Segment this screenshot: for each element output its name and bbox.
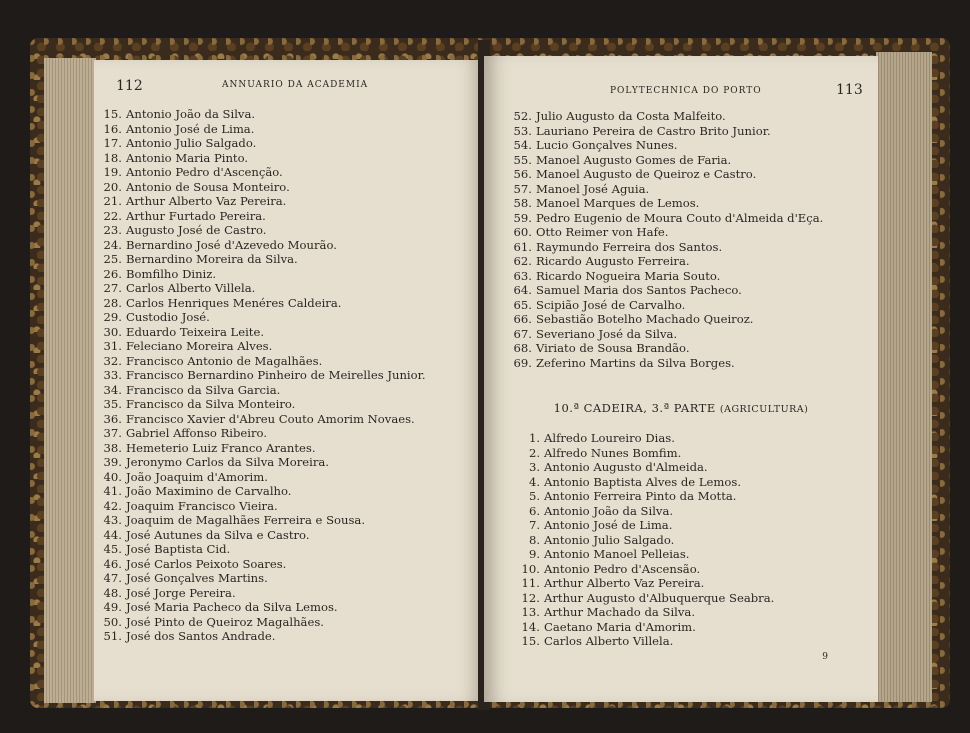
list-item — [504, 182, 823, 197]
entry-name: Antonio João da Silva. — [544, 503, 674, 518]
entry-number: 24. — [103, 237, 122, 252]
entry-name: Joaquim de Magalhães Ferreira e Sousa. — [126, 513, 366, 527]
entry-number: 65. — [513, 297, 532, 312]
left-page — [94, 60, 484, 701]
name-list — [94, 107, 426, 644]
list-item — [504, 211, 823, 226]
entry-number: 59. — [513, 210, 532, 225]
entry-number: 40. — [103, 469, 122, 484]
list-item — [94, 238, 426, 253]
list-item — [504, 109, 823, 124]
list-item — [94, 252, 426, 267]
entry-name: Alfredo Nunes Bomfim. — [544, 445, 682, 460]
entry-name: Arthur Furtado Pereira. — [126, 208, 266, 223]
entry-number: 37. — [103, 426, 122, 440]
list-item — [94, 107, 426, 122]
entry-number: 11. — [521, 576, 540, 590]
entry-name: Joaquim Francisco Vieira. — [126, 498, 278, 513]
entry-number: 19. — [103, 165, 122, 179]
list-item — [94, 209, 426, 224]
entry-name: Antonio Julio Salgado. — [544, 532, 675, 547]
list-item — [94, 470, 426, 485]
entry-number: 52. — [513, 109, 532, 123]
entry-name: Bernardino Moreira da Silva. — [126, 252, 298, 266]
list-item — [504, 341, 823, 356]
entry-number: 29. — [103, 310, 122, 324]
list-item — [94, 441, 426, 456]
entry-name: Samuel Maria dos Santos Pacheco. — [536, 283, 742, 297]
entry-name: Augusto José de Castro. — [126, 223, 267, 237]
entry-name: Sebastião Botelho Machado Queiroz. — [536, 312, 754, 326]
list-item — [512, 562, 774, 577]
entry-number: 21. — [103, 194, 122, 208]
entry-number: 22. — [103, 208, 122, 223]
list-item — [504, 327, 823, 342]
list-item — [94, 136, 426, 151]
entry-number: 34. — [103, 382, 122, 397]
entry-name: Antonio José de Lima. — [126, 121, 255, 136]
entry-name: Arthur Alberto Vaz Pereira. — [126, 194, 287, 208]
list-item — [94, 629, 426, 644]
entry-name: Antonio Maria Pinto. — [126, 150, 249, 165]
entry-number: 17. — [103, 136, 122, 150]
entry-name: Eduardo Teixeira Leite. — [126, 324, 265, 339]
entry-number: 31. — [103, 339, 122, 353]
list-item — [94, 513, 426, 528]
entry-name: Antonio Baptista Alves de Lemos. — [544, 474, 742, 489]
list-item — [504, 356, 823, 371]
list-item — [94, 368, 426, 383]
entry-name: Pedro Eugenio de Moura Couto d'Almeida d'Eça. — [536, 210, 824, 225]
entry-number: 15. — [521, 634, 540, 648]
entry-name: Gabriel Affonso Ribeiro. — [126, 426, 267, 440]
entry-name: Caetano Maria d'Amorim. — [544, 619, 696, 634]
entry-name: Scipião José de Carvalho. — [536, 297, 686, 312]
entry-name: Feleciano Moreira Alves. — [126, 339, 273, 353]
list-item — [512, 533, 774, 548]
list-item — [94, 325, 426, 340]
entry-number: 55. — [513, 152, 532, 167]
list-item — [94, 586, 426, 601]
entry-name: Francisco da Silva Garcia. — [126, 382, 281, 397]
entry-number: 9. — [528, 547, 540, 561]
list-item — [504, 196, 823, 211]
entry-name: Francisco da Silva Monteiro. — [126, 397, 296, 411]
entry-name: Antonio de Sousa Monteiro. — [126, 179, 290, 194]
list-item — [504, 298, 823, 313]
list-item — [512, 475, 774, 490]
section-heading — [484, 401, 878, 415]
entry-name: José Maria Pacheco da Silva Lemos. — [126, 600, 338, 614]
list-item — [504, 240, 823, 255]
section-subtitle: (AGRICULTURA) — [719, 404, 809, 415]
list-item — [94, 615, 426, 630]
entry-name: João Joaquim d'Amorim. — [126, 469, 268, 484]
entry-number: 51. — [103, 629, 122, 643]
entry-name: Raymundo Ferreira dos Santos. — [536, 239, 723, 254]
entry-name: Manoel Augusto de Queiroz e Castro. — [536, 167, 757, 181]
list-item — [94, 339, 426, 354]
entry-name: Antonio Pedro d'Ascenção. — [126, 165, 283, 179]
entry-name: Antonio Julio Salgado. — [126, 136, 257, 150]
entry-name: Antonio Ferreira Pinto da Motta. — [544, 489, 737, 503]
page-number: 112 — [116, 78, 143, 94]
entry-name: José Carlos Peixoto Soares. — [126, 556, 287, 571]
list-item — [94, 165, 426, 180]
entry-number: 67. — [513, 326, 532, 341]
entry-name: Arthur Machado da Silva. — [544, 605, 696, 619]
list-item — [94, 412, 426, 427]
page-number: 113 — [836, 82, 863, 98]
list-item — [94, 383, 426, 398]
entry-name: Custodio José. — [126, 310, 210, 324]
entry-number: 61. — [513, 239, 532, 254]
entry-name: Antonio Pedro d'Ascensão. — [544, 561, 701, 576]
entry-name: Antonio Manoel Pelleias. — [544, 547, 690, 561]
entry-name: Antonio Augusto d'Almeida. — [544, 460, 708, 474]
list-item — [512, 504, 774, 519]
entry-name: José Baptista Cid. — [126, 542, 231, 556]
entry-name: João Maximino de Carvalho. — [126, 484, 292, 498]
list-item — [512, 634, 774, 649]
entry-name: Zeferino Martins da Silva Borges. — [536, 355, 735, 370]
entry-number: 53. — [513, 123, 532, 138]
entry-name: Francisco Antonio de Magalhães. — [126, 353, 323, 368]
entry-number: 46. — [103, 556, 122, 571]
entry-name: Antonio José de Lima. — [544, 518, 673, 532]
entry-name: Francisco Xavier d'Abreu Couto Amorim Novaes. — [126, 411, 415, 426]
entry-number: 8. — [528, 532, 540, 547]
entry-number: 7. — [528, 518, 540, 532]
entry-number: 5. — [528, 489, 540, 503]
entry-name: Jeronymo Carlos da Silva Moreira. — [126, 455, 329, 469]
entry-number: 49. — [103, 600, 122, 614]
list-item — [94, 528, 426, 543]
entry-number: 36. — [103, 411, 122, 426]
entry-number: 54. — [513, 138, 532, 152]
list-item — [94, 122, 426, 137]
entry-number: 63. — [513, 268, 532, 283]
entry-name: Carlos Alberto Villela. — [544, 634, 674, 648]
list-item — [94, 571, 426, 586]
entry-number: 15. — [103, 107, 122, 121]
list-item — [94, 180, 426, 195]
entry-number: 26. — [103, 266, 122, 281]
list-item — [94, 557, 426, 572]
entry-number: 39. — [103, 455, 122, 469]
entry-name: José Gonçalves Martins. — [126, 571, 268, 585]
right-page — [484, 56, 878, 702]
entry-number: 25. — [103, 252, 122, 266]
entry-number: 13. — [521, 605, 540, 619]
page-edges-left — [44, 58, 96, 703]
entry-number: 50. — [103, 614, 122, 629]
list-item — [94, 194, 426, 209]
entry-number: 62. — [513, 254, 532, 268]
entry-number: 18. — [103, 150, 122, 165]
entry-number: 41. — [103, 484, 122, 498]
list-item — [504, 225, 823, 240]
running-head: ANNUARIO DA ACADEMIA — [222, 80, 369, 90]
entry-name: Severiano José da Silva. — [536, 326, 678, 341]
list-item — [504, 138, 823, 153]
entry-name: Alfredo Loureiro Dias. — [544, 431, 675, 445]
list-item — [94, 455, 426, 470]
entry-name: José dos Santos Andrade. — [126, 629, 276, 643]
entry-number: 66. — [513, 312, 532, 326]
entry-number: 20. — [103, 179, 122, 194]
list-item — [504, 312, 823, 327]
entry-name: Bernardino José d'Azevedo Mourão. — [126, 237, 337, 252]
entry-name: Carlos Alberto Villela. — [126, 281, 256, 295]
list-item — [504, 283, 823, 298]
entry-number: 58. — [513, 196, 532, 210]
running-head: POLYTECHNICA DO PORTO — [610, 86, 762, 96]
entry-number: 45. — [103, 542, 122, 556]
signature-mark: 9 — [822, 652, 828, 662]
entry-name: Manoel Marques de Lemos. — [536, 196, 700, 210]
list-item — [94, 397, 426, 412]
list-item — [512, 576, 774, 591]
list-item — [94, 296, 426, 311]
entry-number: 60. — [513, 225, 532, 239]
entry-name: Antonio João da Silva. — [126, 107, 256, 121]
list-item — [512, 460, 774, 475]
entry-number: 68. — [513, 341, 532, 355]
list-item — [94, 281, 426, 296]
list-item — [94, 354, 426, 369]
entry-name: Arthur Augusto d'Albuquerque Seabra. — [544, 590, 775, 605]
entry-number: 3. — [528, 460, 540, 474]
list-item — [94, 542, 426, 557]
list-item — [504, 254, 823, 269]
list-item — [94, 223, 426, 238]
entry-number: 2. — [528, 445, 540, 460]
entry-number: 42. — [103, 498, 122, 513]
list-item — [512, 591, 774, 606]
entry-number: 12. — [521, 590, 540, 605]
entry-number: 4. — [528, 474, 540, 489]
entry-name: Carlos Henriques Menéres Caldeira. — [126, 295, 342, 310]
list-item — [512, 620, 774, 635]
entry-name: Bomfilho Diniz. — [126, 266, 217, 281]
entry-name: Francisco Bernardino Pinheiro de Meirelles Junior. — [126, 368, 426, 382]
entry-name: Manoel José Aguia. — [536, 181, 650, 196]
list-item — [504, 153, 823, 168]
list-item — [94, 600, 426, 615]
list-item — [512, 518, 774, 533]
list-item — [512, 431, 774, 446]
entry-number: 35. — [103, 397, 122, 411]
entry-number: 38. — [103, 440, 122, 455]
entry-name: Julio Augusto da Costa Malfeito. — [536, 109, 726, 123]
list-item — [94, 426, 426, 441]
section-title: 10.ª CADEIRA, 3.ª PARTE — [553, 401, 716, 415]
entry-name: José Jorge Pereira. — [126, 585, 236, 600]
list-item — [512, 489, 774, 504]
list-item — [504, 167, 823, 182]
list-item — [512, 446, 774, 461]
list-item — [512, 547, 774, 562]
list-item — [94, 151, 426, 166]
entry-number: 1. — [528, 431, 540, 445]
entry-name: José Pinto de Queiroz Magalhães. — [126, 614, 324, 629]
name-list — [504, 109, 823, 370]
entry-name: Lauriano Pereira de Castro Brito Junior. — [536, 123, 771, 138]
list-item — [94, 310, 426, 325]
entry-name: Lucio Gonçalves Nunes. — [536, 138, 678, 152]
entry-number: 30. — [103, 324, 122, 339]
entry-name: José Autunes da Silva e Castro. — [126, 527, 310, 542]
entry-number: 47. — [103, 571, 122, 585]
entry-number: 14. — [521, 619, 540, 634]
list-item — [504, 124, 823, 139]
entry-number: 6. — [528, 503, 540, 518]
entry-name: Otto Reimer von Hafe. — [536, 225, 669, 239]
entry-number: 10. — [521, 561, 540, 576]
entry-name: Hemeterio Luiz Franco Arantes. — [126, 440, 316, 455]
entry-name: Viriato de Sousa Brandão. — [536, 341, 690, 355]
entry-name: Arthur Alberto Vaz Pereira. — [544, 576, 705, 590]
entry-number: 27. — [103, 281, 122, 295]
entry-name: Ricardo Augusto Ferreira. — [536, 254, 690, 268]
entry-number: 69. — [513, 355, 532, 370]
entry-number: 56. — [513, 167, 532, 181]
entry-number: 57. — [513, 181, 532, 196]
entry-name: Ricardo Nogueira Maria Souto. — [536, 268, 721, 283]
list-item — [94, 267, 426, 282]
entry-number: 48. — [103, 585, 122, 600]
entry-number: 64. — [513, 283, 532, 297]
list-item — [512, 605, 774, 620]
entry-number: 32. — [103, 353, 122, 368]
section-name-list — [512, 431, 774, 649]
entry-number: 23. — [103, 223, 122, 237]
entry-number: 44. — [103, 527, 122, 542]
entry-name: Manoel Augusto Gomes de Faria. — [536, 152, 732, 167]
entry-number: 16. — [103, 121, 122, 136]
entry-number: 28. — [103, 295, 122, 310]
entry-number: 33. — [103, 368, 122, 382]
entry-number: 43. — [103, 513, 122, 527]
list-item — [94, 499, 426, 514]
page-edges-right — [876, 52, 932, 702]
list-item — [94, 484, 426, 499]
list-item — [504, 269, 823, 284]
